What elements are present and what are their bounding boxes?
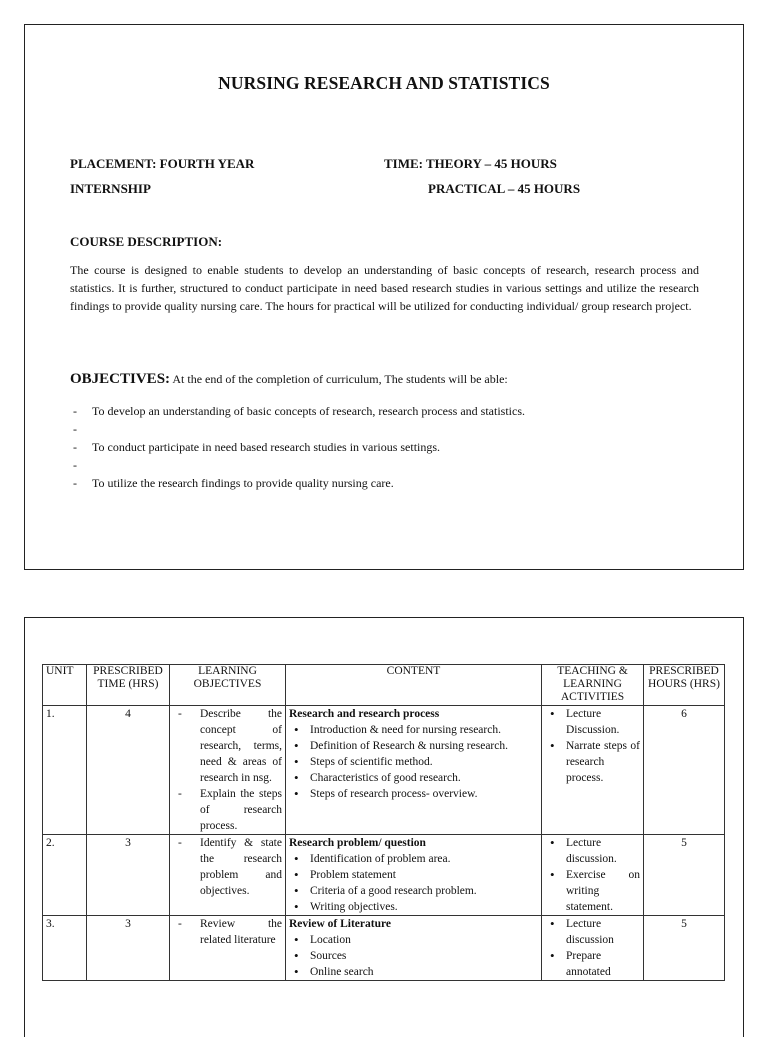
course-page (24, 24, 744, 570)
activities-list (545, 706, 640, 786)
content-item: • Writing objectives. (289, 899, 538, 915)
objective-item: - To conduct participate in need based research studies in various settings. (70, 438, 525, 456)
table-header-row (43, 665, 725, 706)
hours-cell: 5 (644, 916, 725, 981)
content-item: • Online search (289, 964, 538, 980)
content-cell (286, 916, 542, 981)
objectives-cell (170, 706, 286, 835)
hours-cell: 5 (644, 835, 725, 916)
activity-item: • Prepare annotated (545, 948, 640, 980)
header-prescribed-time: PRESCRIBED TIME (HRS) (87, 665, 170, 706)
placement-label: PLACEMENT: FOURTH YEAR (70, 156, 255, 171)
objectives-line (70, 371, 508, 388)
content-cell (286, 706, 542, 835)
unit-cell: 3. (43, 916, 87, 981)
objectives-intro: At the end of the completion of curriculum, The students will be able: (170, 372, 508, 386)
objective-item (70, 420, 525, 438)
content-item: • Identification of problem area. (289, 851, 538, 867)
time-cell: 3 (87, 835, 170, 916)
content-list (289, 722, 538, 802)
activity-item: • Lecture Discussion. (545, 706, 640, 738)
activity-item: • Narrate steps of research process. (545, 738, 640, 786)
header-teaching-activities: TEACHING & LEARNING ACTIVITIES (542, 665, 644, 706)
time-practical-label: PRACTICAL – 45 HOURS (428, 181, 581, 196)
content-item: • Introduction & need for nursing research. (289, 722, 538, 738)
activities-cell (542, 916, 644, 981)
course-description-heading: COURSE DESCRIPTION: (70, 234, 223, 249)
header-learning-objectives: LEARNING OBJECTIVES (170, 665, 286, 706)
objective-text: - Describe the concept of research, terms, need & areas of research in nsg. (173, 706, 282, 786)
activity-item: • Lecture discussion. (545, 835, 640, 867)
content-item: • Criteria of a good research problem. (289, 883, 538, 899)
objectives-heading: OBJECTIVES: (70, 371, 171, 387)
course-title: NURSING RESEARCH AND STATISTICS (218, 73, 550, 93)
unit-cell: 2. (43, 835, 87, 916)
header-unit: UNIT (43, 665, 87, 706)
activities-list (545, 835, 640, 915)
activity-item: • Lecture discussion (545, 916, 640, 948)
content-item: • Sources (289, 948, 538, 964)
objective-item: - To utilize the research findings to provide quality nursing care. (70, 474, 525, 492)
content-title: Research problem/ question (289, 837, 426, 849)
content-list (289, 932, 538, 980)
objective-text: - Review the related literature (173, 916, 282, 948)
content-cell (286, 835, 542, 916)
table-row (43, 916, 725, 981)
content-item: • Steps of scientific method. (289, 754, 538, 770)
content-item: • Location (289, 932, 538, 948)
activities-cell (542, 835, 644, 916)
time-theory-label: TIME: THEORY – 45 HOURS (384, 156, 557, 171)
syllabus-page (24, 617, 744, 1037)
objective-item (70, 456, 525, 474)
unit-cell: 1. (43, 706, 87, 835)
objectives-list (70, 402, 525, 492)
header-prescribed-hours: PRESCRIBED HOURS (HRS) (644, 665, 725, 706)
table-row (43, 706, 725, 835)
activities-list (545, 916, 640, 980)
time-cell: 3 (87, 916, 170, 981)
hours-cell: 6 (644, 706, 725, 835)
syllabus-table (42, 664, 725, 981)
objectives-cell (170, 835, 286, 916)
content-item: • Problem statement (289, 867, 538, 883)
table-row (43, 835, 725, 916)
content-item: • Steps of research process- overview. (289, 786, 538, 802)
course-description: The course is designed to enable students to develop an understanding of basic concepts of research, research process and statistics. It is further, structured to conduct participate in need based research studies in various settings and utilize the research findings to provide quality nursing care. The hours for practical will be utilized for conducting individual/ group research project. (70, 263, 699, 313)
activities-cell (542, 706, 644, 835)
objectives-cell (170, 916, 286, 981)
objective-item: - To develop an understanding of basic concepts of research, research process and statistics. (70, 402, 525, 420)
time-cell: 4 (87, 706, 170, 835)
content-list (289, 851, 538, 915)
content-title: Research and research process (289, 708, 440, 720)
content-item: • Definition of Research & nursing research. (289, 738, 538, 754)
internship-label: INTERNSHIP (70, 181, 151, 196)
objective-text: - Explain the steps of research process. (173, 786, 282, 834)
header-content: CONTENT (286, 665, 542, 706)
content-title: Review of Literature (289, 918, 391, 930)
content-item: • Characteristics of good research. (289, 770, 538, 786)
objective-text: - Identify & state the research problem and objectives. (173, 835, 282, 899)
activity-item: • Exercise on writing statement. (545, 867, 640, 915)
